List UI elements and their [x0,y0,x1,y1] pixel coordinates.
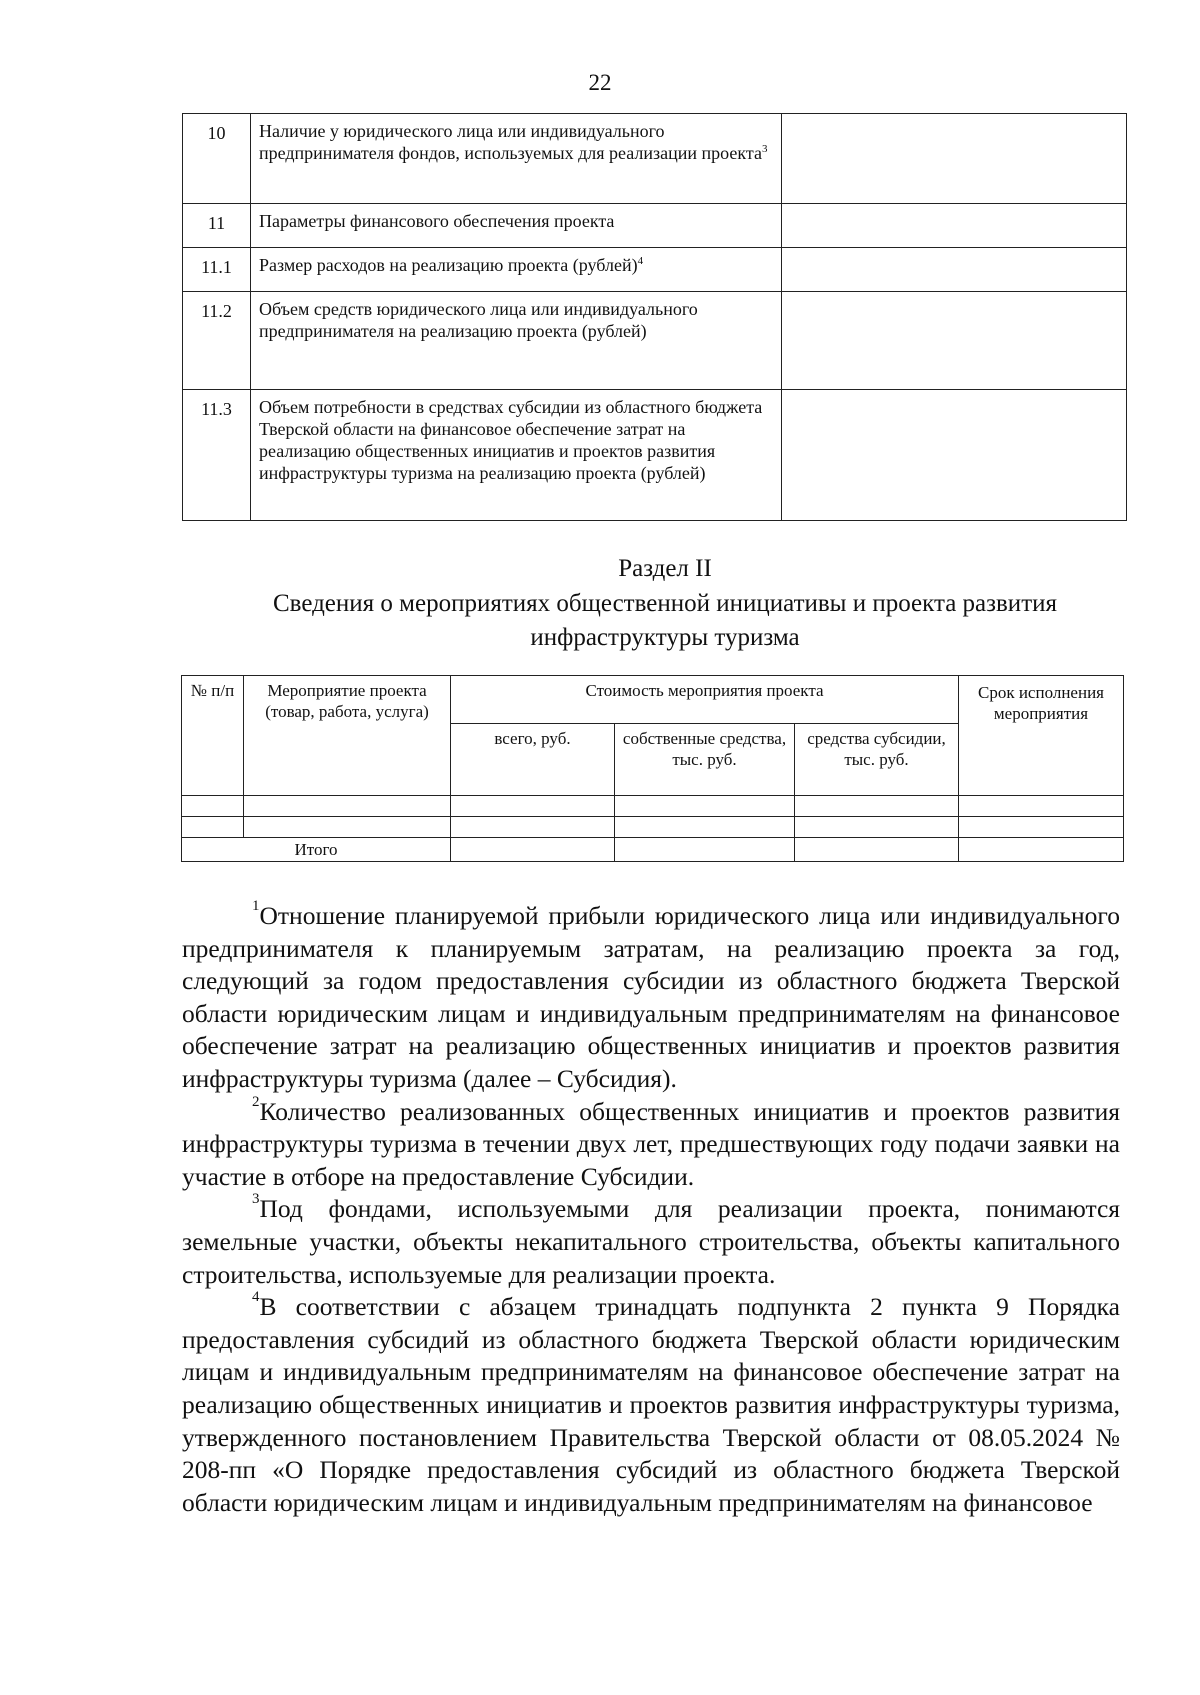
footnote: $^1$Отношение планируемой прибыли юридического лица или индивидуального предпринимателя к планируемым затратам, на реализацию проекта за год, следующий за годом предоставления субсидии из областного бюджета Тверской области юридическим лицам и индивидуальным предпринимателям на финансовое обеспечение затрат на реализацию общественных инициатив и проектов развития инфраструктуры туризма (далее – Субсидия). [182,898,1120,1093]
row-value-cell [782,390,1127,521]
table-row [183,292,1127,390]
column-header-subsidy: средства субсидии, тыс. руб. [795,724,959,796]
row-description: Параметры финансового обеспечения проекта [251,204,782,248]
table-row [183,114,1127,204]
column-header-term: Срок исполнения мероприятия [959,676,1124,796]
page-number: 22 [588,70,612,95]
table-row [182,817,1124,838]
footnote: $^3$Под фондами, используемыми для реализации проекта, понимаются земельные участки, объекты некапитального строительства, объекты капитального строительства, используемые для реализации проекта. [182,1191,1120,1289]
row-description: Размер расходов на реализацию проекта (рублей)$^4$ [251,248,782,292]
row-number: 11.3 [183,390,251,521]
column-header-cost: Стоимость мероприятия проекта [451,676,959,724]
footnote-mark: 1 [252,898,260,914]
row-description: Объем средств юридического лица или индивидуального предпринимателя на реализацию проекта (рублей) [251,292,782,390]
column-header-event: Мероприятие проекта (товар, работа, услуга) [244,676,451,796]
table-total-row [182,838,1124,862]
footnotes [182,900,1120,1519]
section-heading: Раздел II [618,555,712,582]
row-value-cell [782,204,1127,248]
table-header-row [182,676,1124,724]
table-row [183,248,1127,292]
project-parameters-table [182,113,1127,521]
footnote-mark: 2 [252,1093,260,1110]
row-description: Объем потребности в средствах субсидии из областного бюджета Тверской области на финансовое обеспечение затрат на реализацию общественных инициатив и проектов развития инфраструктуры туризма на реализацию проекта (рублей) [251,390,782,521]
row-description: Наличие у юридического лица или индивидуального предпринимателя фондов, используемых для реализации проекта$^3$ [251,114,782,204]
footnote-mark: 3 [252,1191,260,1208]
row-value-cell [782,292,1127,390]
column-header-number: № п/п [182,676,244,796]
footnote: $^2$Количество реализованных общественных инициатив и проектов развития инфраструктуры туризма в течении двух лет, предшествующих году подачи заявки на участие в отборе на предоставление Субсидии. [182,1093,1120,1191]
row-value-cell [782,114,1127,204]
row-number: 11.1 [183,248,251,292]
row-number: 11 [183,204,251,248]
row-number: 10 [183,114,251,204]
footnote-mark: 4 [252,1289,260,1306]
column-header-total: всего, руб. [451,724,615,796]
section-title: Сведения о мероприятиях общественной инициативы и проекта развития инфраструктуры туризма [272,590,1057,651]
total-label: Итого [182,838,451,862]
table-row [182,796,1124,817]
row-number: 11.2 [183,292,251,390]
row-value-cell [782,248,1127,292]
table-row [183,390,1127,521]
footnote: $^4$В соответствии с абзацем тринадцать подпункта 2 пункта 9 Порядка предоставления субсидий из областного бюджета Тверской области юридическим лицам и индивидуальным предпринимателям на финансовое обеспечение затрат на реализацию общественных инициатив и проектов развития инфраструктуры туризма, утвержденного постановлением Правительства Тверской области от 08.05.2024 № 208-пп «О Порядке предоставления субсидий из областного бюджета Тверской области юридическим лицам и индивидуальным предпринимателям на финансовое [182,1289,1120,1517]
column-header-own-funds: собственные средства, тыс. руб. [615,724,795,796]
table-row [183,204,1127,248]
project-events-table [181,675,1124,862]
